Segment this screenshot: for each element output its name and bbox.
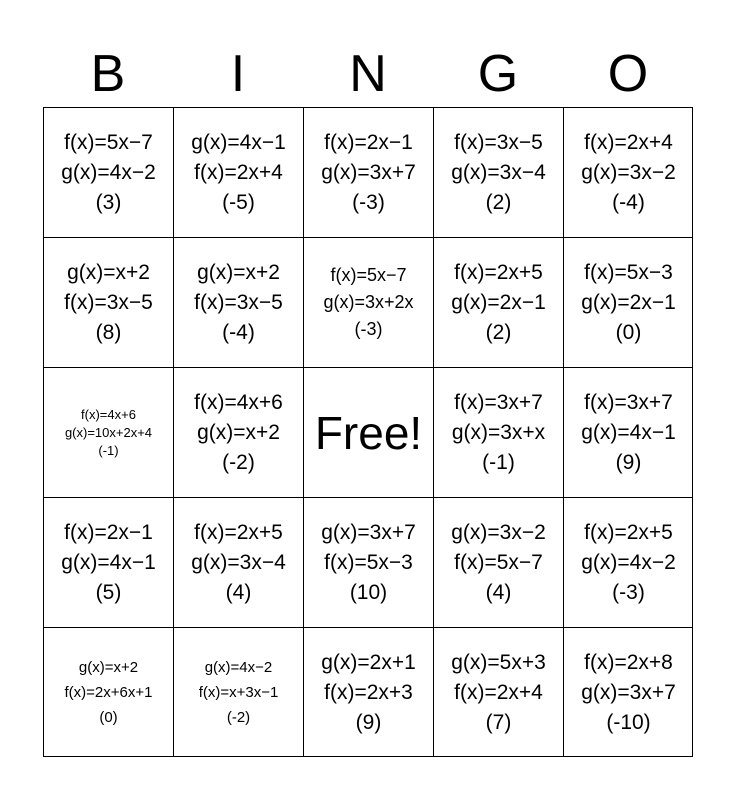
bingo-cell-r4-c3[interactable] xyxy=(303,497,433,627)
bingo-cell-r4-c5[interactable] xyxy=(563,497,693,627)
cell-function-1: g(x)=4x−2 xyxy=(204,659,273,676)
cell-answer: (-1) xyxy=(98,442,119,458)
cell-function-2: f(x)=x+3x−1 xyxy=(198,684,279,701)
cell-answer: (8) xyxy=(95,320,122,344)
cell-answer: (2) xyxy=(485,320,512,344)
cell-function-1: f(x)=2x−1 xyxy=(64,520,153,544)
cell-function-1: f(x)=5x−7 xyxy=(64,130,153,154)
bingo-cell-r2-c1[interactable] xyxy=(43,237,173,367)
cell-answer: (-3) xyxy=(354,319,383,339)
cell-function-2: g(x)=4x−2 xyxy=(61,160,156,184)
cell-function-1: f(x)=5x−3 xyxy=(584,260,673,284)
bingo-cell-r4-c4[interactable] xyxy=(433,497,563,627)
cell-function-2: g(x)=3x+7 xyxy=(321,160,416,184)
cell-function-2: g(x)=3x+2x xyxy=(323,292,414,312)
cell-function-1: f(x)=3x+7 xyxy=(454,390,543,414)
cell-function-2: g(x)=4x−1 xyxy=(581,420,676,444)
cell-function-1: f(x)=2x+4 xyxy=(584,130,673,154)
cell-answer: (4) xyxy=(485,580,512,604)
cell-answer: (-3) xyxy=(352,190,385,214)
bingo-cell-r5-c4[interactable] xyxy=(433,627,563,757)
bingo-cell-r5-c2[interactable] xyxy=(173,627,303,757)
bingo-cell-r2-c5[interactable] xyxy=(563,237,693,367)
cell-function-1: g(x)=5x+3 xyxy=(451,650,546,674)
bingo-cell-r1-c3[interactable] xyxy=(303,107,433,237)
cell-function-2: g(x)=2x−1 xyxy=(451,290,546,314)
cell-function-2: g(x)=4x−1 xyxy=(61,550,156,574)
cell-function-2: f(x)=3x−5 xyxy=(194,290,283,314)
bingo-cell-r1-c1[interactable] xyxy=(43,107,173,237)
cell-function-1: g(x)=2x+1 xyxy=(321,650,416,674)
cell-function-2: g(x)=4x−2 xyxy=(581,550,676,574)
bingo-cell-r5-c1[interactable] xyxy=(43,627,173,757)
cell-function-2: f(x)=3x−5 xyxy=(64,290,153,314)
cell-answer: (4) xyxy=(225,580,252,604)
bingo-cell-r2-c4[interactable] xyxy=(433,237,563,367)
cell-function-1: f(x)=2x+5 xyxy=(454,260,543,284)
cell-function-1: g(x)=x+2 xyxy=(67,260,150,284)
cell-function-2: f(x)=5x−3 xyxy=(324,550,413,574)
header-letter-i: I xyxy=(230,45,246,103)
cell-function-2: f(x)=2x+4 xyxy=(194,160,283,184)
cell-function-1: f(x)=3x−5 xyxy=(454,130,543,154)
cell-function-2: f(x)=2x+6x+1 xyxy=(64,684,153,701)
cell-answer: (-4) xyxy=(612,190,645,214)
cell-answer: (2) xyxy=(485,190,512,214)
cell-function-1: f(x)=2x+8 xyxy=(584,650,673,674)
bingo-cell-r2-c3[interactable] xyxy=(303,237,433,367)
header-letter-o: O xyxy=(607,45,649,103)
bingo-cell-r1-c5[interactable] xyxy=(563,107,693,237)
bingo-cell-r4-c1[interactable] xyxy=(43,497,173,627)
cell-answer: (0) xyxy=(615,320,642,344)
bingo-cell-r3-c5[interactable] xyxy=(563,367,693,497)
cell-function-2: g(x)=3x−2 xyxy=(581,160,676,184)
cell-answer: (-5) xyxy=(222,190,255,214)
bingo-cell-r3-c4[interactable] xyxy=(433,367,563,497)
cell-answer: (7) xyxy=(485,710,512,734)
free-space-label: Free! xyxy=(314,406,423,459)
cell-function-2: g(x)=3x+7 xyxy=(581,680,676,704)
cell-function-1: f(x)=2x+5 xyxy=(584,520,673,544)
cell-answer: (0) xyxy=(99,709,118,726)
cell-answer: (10) xyxy=(349,580,388,604)
bingo-cell-r2-c2[interactable] xyxy=(173,237,303,367)
cell-answer: (5) xyxy=(95,580,122,604)
cell-answer: (9) xyxy=(355,710,382,734)
cell-function-1: g(x)=3x+7 xyxy=(321,520,416,544)
bingo-cell-r3-c1[interactable] xyxy=(43,367,173,497)
bingo-cell-r4-c2[interactable] xyxy=(173,497,303,627)
cell-function-1: g(x)=x+2 xyxy=(78,659,139,676)
cell-function-1: f(x)=3x+7 xyxy=(584,390,673,414)
cell-function-2: f(x)=5x−7 xyxy=(454,550,543,574)
cell-answer: (-1) xyxy=(482,450,515,474)
cell-function-2: f(x)=2x+3 xyxy=(324,680,413,704)
cell-function-2: g(x)=3x−4 xyxy=(451,160,546,184)
cell-function-1: f(x)=4x+6 xyxy=(194,390,283,414)
cell-function-1: g(x)=3x−2 xyxy=(451,520,546,544)
cell-function-2: f(x)=2x+4 xyxy=(454,680,543,704)
cell-answer: (-2) xyxy=(226,709,251,726)
cell-answer: (3) xyxy=(95,190,122,214)
cell-function-1: f(x)=2x−1 xyxy=(324,130,413,154)
bingo-cell-r1-c2[interactable] xyxy=(173,107,303,237)
cell-function-2: g(x)=x+2 xyxy=(197,420,280,444)
bingo-cell-r3-c2[interactable] xyxy=(173,367,303,497)
bingo-header xyxy=(43,44,693,104)
cell-function-1: g(x)=x+2 xyxy=(197,260,280,284)
cell-function-2: g(x)=3x+x xyxy=(451,420,546,444)
cell-function-1: f(x)=5x−7 xyxy=(330,265,407,285)
header-letter-g: G xyxy=(477,45,519,103)
cell-answer: (9) xyxy=(615,450,642,474)
cell-answer: (-10) xyxy=(606,710,651,734)
cell-function-2: g(x)=2x−1 xyxy=(581,290,676,314)
cell-function-2: g(x)=10x+2x+4 xyxy=(64,424,153,440)
free-space-cell[interactable] xyxy=(303,367,433,497)
bingo-card-grid xyxy=(43,107,693,757)
cell-function-1: f(x)=2x+5 xyxy=(194,520,283,544)
bingo-cell-r5-c5[interactable] xyxy=(563,627,693,757)
bingo-cell-r1-c4[interactable] xyxy=(433,107,563,237)
cell-answer: (-3) xyxy=(612,580,645,604)
cell-answer: (-4) xyxy=(222,320,255,344)
cell-answer: (-2) xyxy=(222,450,255,474)
bingo-cell-r5-c3[interactable] xyxy=(303,627,433,757)
cell-function-1: g(x)=4x−1 xyxy=(191,130,286,154)
header-letter-b: B xyxy=(90,45,126,103)
header-letter-n: N xyxy=(349,45,387,103)
cell-function-2: g(x)=3x−4 xyxy=(191,550,286,574)
cell-function-1: f(x)=4x+6 xyxy=(81,406,136,422)
